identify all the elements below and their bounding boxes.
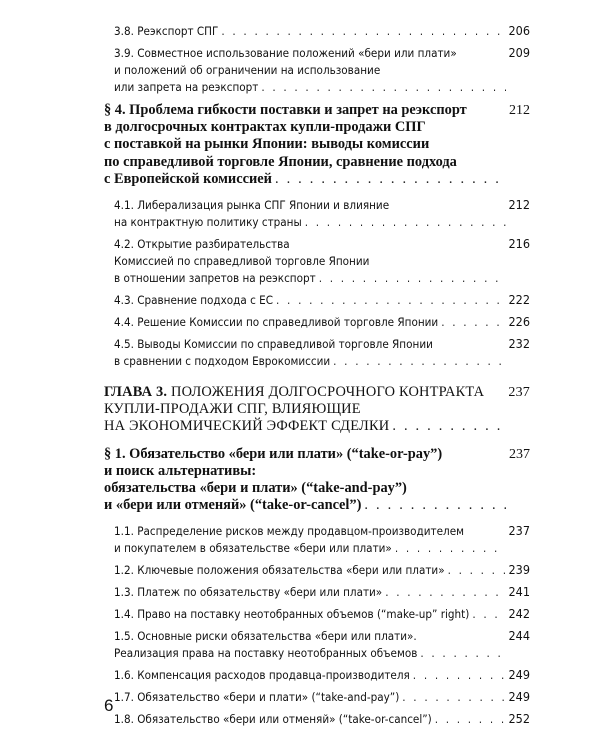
toc-subsection-entry <box>104 710 530 728</box>
toc-entry-title <box>114 314 506 331</box>
toc-page-number: 209 <box>508 45 530 60</box>
toc-entry-line <box>114 214 506 231</box>
toc-entry-title <box>114 292 506 309</box>
toc-entry-line-text: Комиссией по справедливой торговле Японии <box>114 254 370 269</box>
toc-subsection-entry <box>104 235 530 287</box>
toc-entry-line-text: 4.3. Сравнение подхода с ЕС <box>114 293 274 308</box>
toc-entry-line <box>114 79 506 96</box>
toc-section-entry <box>104 102 530 188</box>
toc-page-number: 252 <box>508 711 530 727</box>
toc-subsection-entry <box>104 313 530 331</box>
page-number: 6 <box>104 696 114 715</box>
toc-entry-line-text: с поставкой на рынки Японии: выводы комиссии <box>104 136 430 153</box>
dot-leader <box>399 689 505 706</box>
toc-entry-line <box>114 645 506 662</box>
toc-page-number: 242 <box>508 606 530 622</box>
toc-page-number: 241 <box>508 584 530 600</box>
toc-entry-line-text: 1.8. Обязательство «бери или отменяй» (“take-or-cancel”) <box>114 712 432 727</box>
toc-entry-title <box>104 102 506 188</box>
toc-entry-line <box>114 197 506 214</box>
toc-entry-line <box>114 606 506 623</box>
toc-entry-line <box>104 171 506 188</box>
toc-entry-line <box>104 384 505 401</box>
dot-leader <box>392 540 506 557</box>
toc-entry-line <box>114 628 506 645</box>
toc-page-number: 239 <box>508 562 530 578</box>
toc-page-number: 212 <box>509 103 530 118</box>
toc-entry-line <box>114 562 506 579</box>
dot-leader <box>330 353 505 370</box>
toc-entry-line <box>104 463 506 480</box>
dot-leader <box>382 584 505 601</box>
toc-entry-title <box>114 236 506 287</box>
toc-entry-line-text: в сравнении с подходом Еврокомиссии <box>114 354 331 369</box>
toc-entry-line-text: 1.2. Ключевые положения обязательства «бери или плати» <box>114 563 445 578</box>
toc-entry-line-text: 4.4. Решение Комиссии по справедливой торговле Японии <box>114 315 439 330</box>
toc-entry-line <box>104 102 506 119</box>
toc-entry-line <box>114 45 506 62</box>
toc-entry-line <box>114 23 506 40</box>
toc-entry-title <box>114 628 506 662</box>
toc-page-number: 222 <box>508 292 530 308</box>
dot-leader <box>361 497 506 514</box>
toc-entry-line-text: и положений об ограничении на использование <box>114 63 381 77</box>
toc-entry-title <box>114 711 506 728</box>
toc-entry-line-text: § 4. Проблема гибкости поставки и запрет на реэкспорт <box>104 102 467 118</box>
toc-page-number: 206 <box>508 23 530 38</box>
toc-page-number: 237 <box>508 523 530 539</box>
dot-leader <box>438 314 505 331</box>
toc-entry-line <box>114 62 506 79</box>
toc-subsection-entry <box>104 196 530 231</box>
toc-entry-line-text <box>104 384 484 400</box>
toc-subsection-entry <box>104 688 530 706</box>
dot-leader <box>316 270 506 287</box>
toc-entry-title <box>114 584 506 601</box>
toc-entry-line-text: в отношении запретов на реэкспорт <box>114 271 316 286</box>
toc-page-number: 212 <box>508 197 530 213</box>
toc-page-number: 216 <box>508 236 530 252</box>
dot-leader <box>389 418 505 435</box>
toc-entry-title <box>114 45 506 96</box>
chapter-title: ПОЛОЖЕНИЯ ДОЛГОСРОЧНОГО КОНТРАКТА <box>171 384 485 401</box>
toc-entry-line <box>104 119 506 136</box>
toc-subsection-entry <box>104 44 530 96</box>
toc-entry-title <box>114 562 506 579</box>
toc-subsection-entry <box>104 335 530 370</box>
toc-entry-line-text: или запрета на реэкспорт <box>114 80 259 94</box>
dot-leader <box>410 667 506 684</box>
toc-entry-line <box>114 236 506 253</box>
toc-entry-title <box>104 384 505 436</box>
toc-entry-line <box>104 497 506 514</box>
toc-entry-line-text: 4.2. Открытие разбирательства <box>114 237 290 252</box>
toc-page-number: 249 <box>508 667 530 683</box>
toc-entry-title <box>114 197 506 231</box>
dot-leader <box>302 214 506 231</box>
toc-entry-line <box>104 446 506 463</box>
toc-entry-line <box>114 353 506 370</box>
toc-entry-line-text: 4.5. Выводы Комиссии по справедливой торговле Японии <box>114 337 433 352</box>
toc-subsection-entry <box>104 522 530 557</box>
toc-entry-title <box>114 667 506 684</box>
toc-chapter-entry <box>104 384 530 436</box>
toc-entry-line <box>104 480 506 497</box>
toc-entry-line <box>104 136 506 153</box>
toc-entry-line-text: 3.9. Совместное использование положений «бери или плати» <box>114 46 457 60</box>
toc-entry-title <box>104 446 506 515</box>
toc-entry-line <box>114 523 506 540</box>
toc-entry-line-text: обязательства «бери и плати» (“take-and-pay”) <box>104 480 407 497</box>
toc-entry-line-text: 1.7. Обязательство «бери и плати» (“take-and-pay”) <box>114 690 400 705</box>
toc-entry-line-text: 1.3. Платеж по обязательству «бери или плати» <box>114 585 383 600</box>
toc-entry-line-text: в долгосрочных контрактах купли-продажи СПГ <box>104 119 426 136</box>
chapter-label: ГЛАВА 3. <box>104 384 168 401</box>
dot-leader <box>218 23 505 40</box>
dot-leader <box>272 171 506 188</box>
toc-entry-line-text: 1.5. Основные риски обязательства «бери или плати». <box>114 629 417 644</box>
toc-entry-title <box>114 336 506 370</box>
toc-entry-line <box>114 689 506 706</box>
toc-entry-title <box>114 23 506 40</box>
toc-page-number: 237 <box>508 385 530 401</box>
toc-entry-line-text: 1.6. Компенсация расходов продавца-производителя <box>114 668 410 683</box>
toc-entry-line-text: КУПЛИ-ПРОДАЖИ СПГ, ВЛИЯЮЩИЕ <box>104 401 361 418</box>
toc-entry-line-text: 3.8. Реэкспорт СПГ <box>114 24 219 38</box>
dot-leader <box>445 562 506 579</box>
toc-entry-line-text: § 1. Обязательство «бери или плати» (“take-or-pay”) <box>104 445 443 462</box>
toc-subsection-entry <box>104 605 530 623</box>
toc-entry-line-text: и покупателем в обязательстве «бери или плати» <box>114 541 392 556</box>
toc-subsection-entry <box>104 291 530 309</box>
dot-leader <box>469 606 505 623</box>
toc-subsection-entry <box>104 583 530 601</box>
toc-subsection-entry <box>104 22 530 40</box>
toc-entry-line-text: и «бери или отменяй» (“take-or-cancel”) <box>104 497 362 514</box>
toc-entry-line <box>104 418 505 435</box>
toc-entry-line <box>114 540 506 557</box>
toc-entry-line <box>114 667 506 684</box>
toc-entry-line-text: НА ЭКОНОМИЧЕСКИЙ ЭФФЕКТ СДЕЛКИ <box>104 418 390 435</box>
toc-page-number: 237 <box>509 446 530 462</box>
toc-entry-title <box>114 689 506 706</box>
toc-subsection-entry <box>104 561 530 579</box>
dot-leader <box>273 292 506 309</box>
toc-entry-line <box>114 584 506 601</box>
toc-page-number: 226 <box>508 314 530 330</box>
toc-entry-line <box>114 336 506 353</box>
toc-entry-line-text: Реализация права на поставку неотобранных объемов <box>114 646 418 661</box>
toc-entry-line <box>104 154 506 171</box>
toc-entry-line <box>114 314 506 331</box>
toc-section-entry <box>104 446 530 515</box>
dot-leader <box>417 645 505 662</box>
toc-page-number: 244 <box>508 628 530 644</box>
toc-entry-line-text: 1.1. Распределение рисков между продавцом-производителем <box>114 524 464 539</box>
toc-entry-title <box>114 523 506 557</box>
toc-entry-line-text: 4.1. Либерализация рынка СПГ Японии и влияние <box>114 198 390 213</box>
toc-page-number: 249 <box>508 689 530 705</box>
toc-entry-line-text: на контрактную политику страны <box>114 215 302 230</box>
toc-entry-line <box>104 401 505 418</box>
toc-entry-line <box>114 711 506 728</box>
toc-entry-line-text: по справедливой торговле Японии, сравнение подхода <box>104 153 457 170</box>
toc-entry-line <box>114 253 506 270</box>
toc-subsection-entry <box>104 666 530 684</box>
toc-entry-line-text: с Европейской комиссией <box>104 170 272 187</box>
toc-entry-title <box>114 606 506 623</box>
toc-subsection-entry <box>104 627 530 662</box>
toc-entry-line <box>114 270 506 287</box>
table-of-contents <box>104 22 530 732</box>
toc-entry-line-text: 1.4. Право на поставку неотобранных объемов (“make-up” right) <box>114 607 470 622</box>
toc-entry-line <box>114 292 506 309</box>
toc-page-number: 232 <box>508 336 530 352</box>
dot-leader <box>432 711 506 728</box>
dot-leader <box>258 79 505 96</box>
toc-entry-line-text: и поиск альтернативы: <box>104 462 257 479</box>
